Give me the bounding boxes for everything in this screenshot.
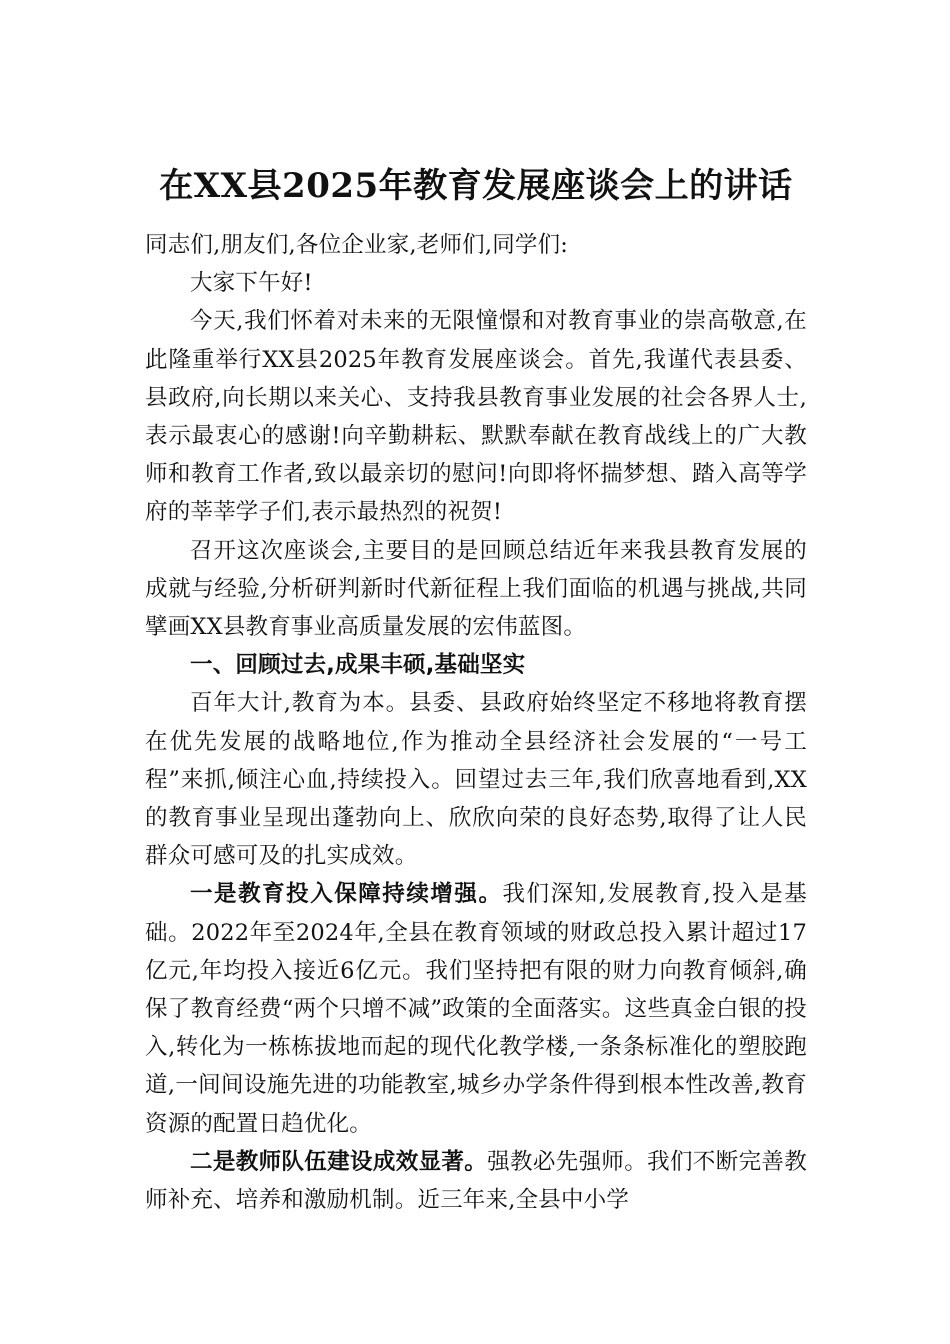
point-text: 我们深知,发展教育,投入是基础。2022年至2024年,全县在教育领域的财政总投入累计超过17亿元,年均投入接近6亿元。我们坚持把有限的财力向教育倾斜,确保了教育经费“两个只增不减”政策的全面落实。这些真金白银的投入,转化为一栋栋拔地而起的现代化教学楼,一条条标准化的塑胶跑道,一间间设施先进的功能教室,城乡办学条件得到根本性改善,教育资源的配置日趋优化。 <box>145 881 807 1137</box>
paragraph <box>145 875 807 1142</box>
point-text: 强教必先强师。我们不断完善教师补充、培养和激励机制。近三年来,全县中小学 <box>145 1148 807 1214</box>
point-lead: 一是教育投入保障持续增强。 <box>190 881 503 908</box>
point-lead: 二是教师队伍建设成效显著。 <box>190 1148 488 1175</box>
paragraph: 今天,我们怀着对未来的无限憧憬和对教育事业的崇高敬意,在此隆重举行XX县2025年教育发展座谈会。首先,我谨代表县委、县政府,向长期以来关心、支持我县教育事业发展的社会各界人士,表示最衷心的感谢!向辛勤耕耘、默默奉献在教育战线上的广大教师和教育工作者,致以最亲切的慰问!向即将怀揣梦想、踏入高等学府的莘莘学子们,表示最热烈的祝贺! <box>145 308 807 526</box>
document-body <box>145 226 807 1219</box>
section-heading: 一、回顾过去,成果丰硕,基础坚实 <box>190 652 526 679</box>
salutation: 同志们,朋友们,各位企业家,老师们,同学们: <box>145 232 569 258</box>
greeting: 大家下午好! <box>190 270 313 297</box>
document-title: 在XX县2025年教育发展座谈会上的讲话 <box>159 166 793 206</box>
paragraph: 召开这次座谈会,主要目的是回顾总结近年来我县教育发展的成就与经验,分析研判新时代新征程上我们面临的机遇与挑战,共同擘画XX县教育事业高质量发展的宏伟蓝图。 <box>145 537 807 641</box>
paragraph <box>145 1143 807 1219</box>
paragraph: 百年大计,教育为本。县委、县政府始终坚定不移地将教育摆在优先发展的战略地位,作为推动全县经济社会发展的“一号工程”来抓,倾注心血,持续投入。回望过去三年,我们欣喜地看到,XX的教育事业呈现出蓬勃向上、欣欣向荣的良好态势,取得了让人民群众可感可及的扎实成效。 <box>145 690 807 870</box>
